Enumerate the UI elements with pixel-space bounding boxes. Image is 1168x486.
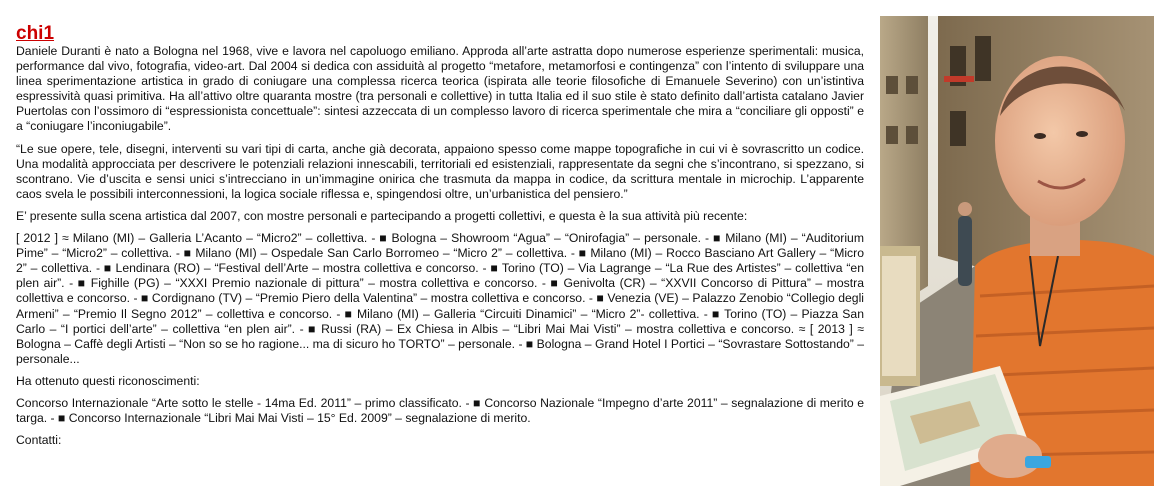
bio-content	[16, 24, 864, 455]
page-title[interactable]: chi1	[16, 23, 55, 44]
bio-paragraph-intro: Daniele Duranti è nato a Bologna nel 1968, vive e lavora nel capoluogo emiliano. Approda all’arte astratta dopo numerose esperienze sperimentali: musica, performance dal vivo, fotografia, video-art. Dal 2004 si dedica con assiduità al progetto “metafore, metamorfosi e contingenza” con l’intento di sviluppare una linea sperimentazione artistica in grado di coniugare una complessa ricerca teorica (ispirata alle teorie filosofiche di Emanuele Severino) con un’istintiva espressività quasi primitiva. Ha all’attivo oltre quaranta mostre (tra personali e collettive) in tutta Italia ed il suo stile è stato definito dall’artista catalano Javier Puertolas con l’ossimoro di “espressionista concettuale”: sintesi azzeccata di un complesso lavoro di ricerca sperimentale che mira a “conciliare gli opposti” e a “coniugare l’inconiugabile”.	[16, 44, 864, 134]
exhibitions-list: [ 2012 ] ≈ Milano (MI) – Galleria L’Acanto – “Micro2” – collettiva. - ■ Bologna – Showroom “Agua” – “Onirofagia” – personale. - ■ Milano (MI) – “Auditorium Pime” – “Micro2” – collettiva. - ■ Milano (MI) – Ospedale San Carlo Borromeo – “Micro 2” – collettiva. - ■ Milano (MI) – Rocco Basciano Art Gallery – “Micro 2” – collettiva. - ■ Lendinara (RO) – “Festival dell’Arte – mostra collettiva e concorso. - ■ Torino (TO) – Via Lagrange – “La Rue des Artistes” – collettiva “en plen air”. - ■ Fighille (PG) – “XXXI Premio nazionale di pittura” – mostra collettiva e concorso. - ■ Genivolta (CR) – “XXVII Concorso di Pittura” – mostra collettiva e concorso. - ■ Cordignano (TV) – “Premio Piero della Valentina” – mostra collettiva e concorso. - ■ Venezia (VE) – Palazzo Zenobio “Collegio degli Armeni” – “Premio Il Segno 2012” – collettiva e concorso. - ■ Milano (MI) – Galleria “Circuiti Dinamici” – “Micro 2”- collettiva. - ■ Torino (TO) – Piazza San Carlo – “I portici dell’arte” – collettiva “en plen air”. - ■ Russi (RA) – Ex Chiesa in Albis – “Libri Mai Mai Visti” – mostra collettiva e concorso. ≈ [ 2013 ] ≈ Bologna – Caffè degli Artisti – “Non so se ho ragione... ma di sicuro ho TORTO” – personale. - ■ Bologna – Grand Hotel I Portici – “Sovrastare Sottostando” – personale...	[16, 231, 864, 366]
contacts-label: Contatti:	[16, 433, 62, 448]
bio-paragraph-quote: “Le sue opere, tele, disegni, interventi su vari tipi di carta, anche già decorata, appaiono spesso come mappe topografiche in cui vi è sovrascritto un codice. Una modalità approcciata per descrivere le potenziali relazioni innescabili, territoriali ed esistenziali, rappresentate da segni che s’incontrano, si spezzano, si scontrano. Vie d’uscita e sensi unici s’intrecciano in un’immagine onirica che trasmuta da mappa in codice, da scrittura mentale in microchip. L’apparente caos svela le possibili interconnessioni, la logica sociale riflessa e, spingendosi oltre, un’urbanistica del pensiero.”	[16, 141, 864, 201]
bio-paragraph-activity-intro: E’ presente sulla scena artistica dal 2007, con mostre personali e partecipando a progetti collettivi, e questa è la sua attività più recente:	[16, 208, 748, 223]
awards-heading: Ha ottenuto questi riconoscimenti:	[16, 373, 200, 388]
artist-portrait-photo	[880, 16, 1154, 486]
awards-list: Concorso Internazionale “Arte sotto le stelle - 14ma Ed. 2011” – primo classificato. - ■ Concorso Nazionale “Impegno d’arte 2011” – segnalazione di merito e targa. - ■ Concorso Internazionale “Libri Mai Mai Visti – 15° Ed. 2009” – segnalazione di merito.	[16, 395, 864, 426]
